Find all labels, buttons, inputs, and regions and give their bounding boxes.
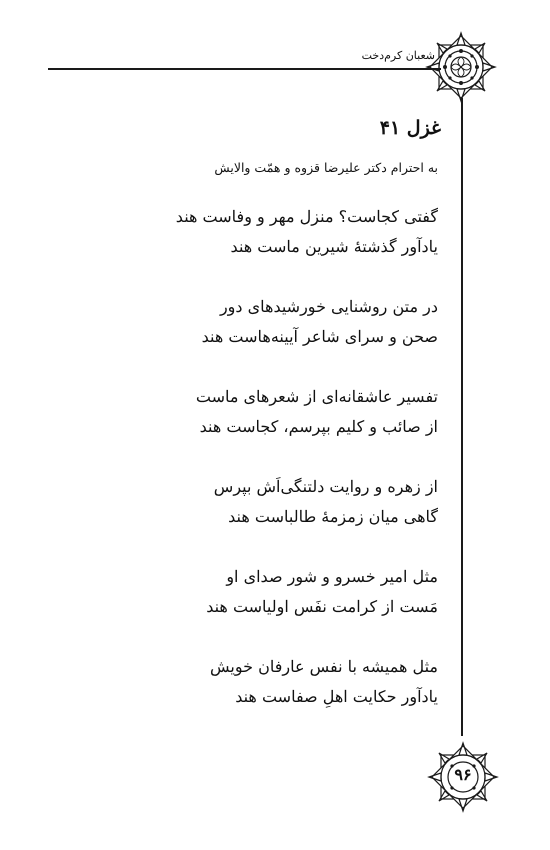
verse-line: در متن روشنایی خورشیدهای دور bbox=[219, 297, 438, 316]
margin-vertical-rule bbox=[461, 98, 463, 736]
verse-line: مَست از کرامت نفَس اولیاست هند bbox=[206, 597, 438, 616]
running-header-author: شعبان کرم‌دخت bbox=[361, 49, 435, 62]
verse-line: گاهی میان زمزمهٔ طالباست هند bbox=[228, 507, 438, 526]
verse-line: یادآور گذشتهٔ شیرین ماست هند bbox=[230, 237, 438, 256]
verse-line: گفتی کجاست؟ منزل مهر و وفاست هند bbox=[175, 207, 438, 226]
verse-line: مثل امیر خسرو و شور صدای او bbox=[226, 567, 438, 586]
poem-dedication: به احترام دکتر علیرضا قزوه و همّت والایش bbox=[214, 160, 438, 175]
verse-line: تفسیر عاشقانه‌ای از شعرهای ماست bbox=[195, 387, 438, 406]
poem-title: غزل ۴۱ bbox=[379, 117, 441, 139]
stanza-4 bbox=[138, 472, 438, 532]
stanza-3 bbox=[138, 382, 438, 442]
page-number: ۹۶ bbox=[454, 765, 472, 784]
stanza-2 bbox=[138, 292, 438, 352]
stanza-5 bbox=[138, 562, 438, 622]
verse-line: یادآور حکایت اهلِ صفاست هند bbox=[235, 687, 438, 706]
verse-line: صحن و سرای شاعر آیینه‌هاست هند bbox=[201, 327, 438, 346]
header-rule bbox=[48, 68, 441, 70]
rosette-ornament-icon bbox=[421, 27, 501, 107]
verse-line: مثل همیشه با نفس عارفان خویش bbox=[209, 657, 438, 676]
verse-line: از زهره و روایت دلتنگی‌اَش بپرس bbox=[213, 477, 438, 496]
verse-line: از صائب و کلیم بپرسم، کجاست هند bbox=[199, 417, 438, 436]
poem-body bbox=[138, 202, 438, 742]
stanza-6 bbox=[138, 652, 438, 712]
stanza-1 bbox=[138, 202, 438, 262]
